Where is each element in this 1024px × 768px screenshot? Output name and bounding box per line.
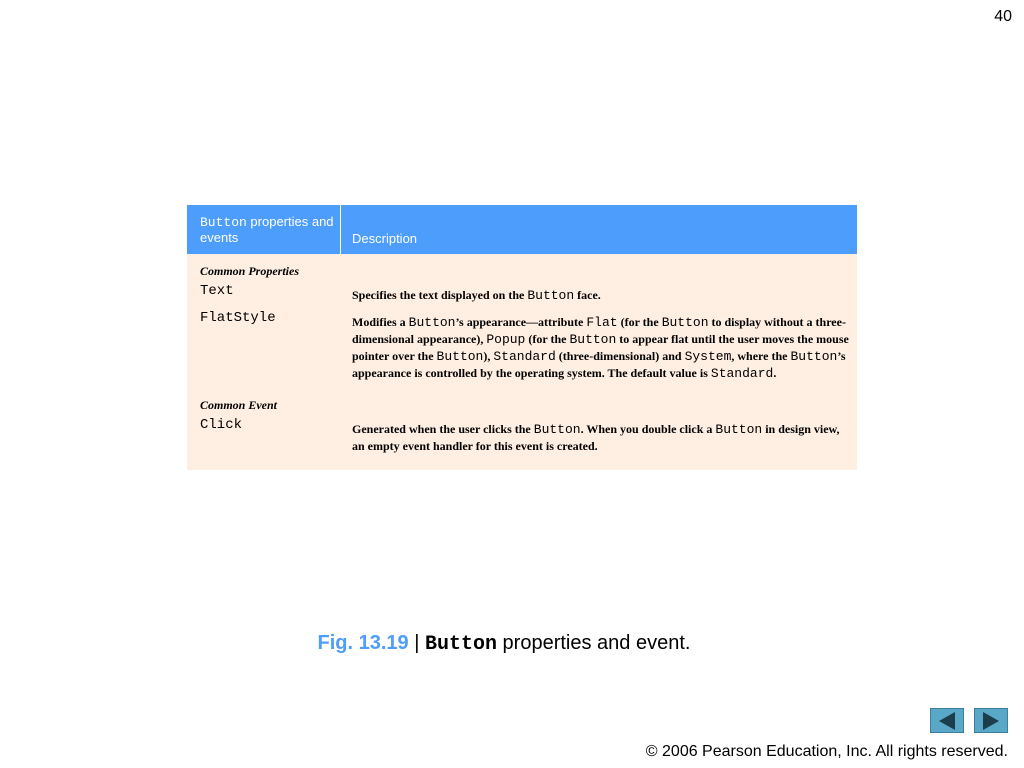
properties-table <box>187 205 857 470</box>
property-name: FlatStyle <box>200 310 276 326</box>
previous-slide-button[interactable] <box>930 708 964 733</box>
code-keyword: Button <box>569 332 617 347</box>
description-text: to appear flat until the user moves the mouse pointer over the <box>352 332 849 363</box>
description-text: Specifies the text displayed on the <box>352 288 528 302</box>
description-text: . When you double click a <box>580 422 716 436</box>
property-name: Text <box>200 283 234 299</box>
caption-code: Button <box>424 633 497 656</box>
header-code: Button <box>200 215 247 230</box>
description-text: Modifies a <box>352 315 409 329</box>
code-keyword: Flat <box>586 315 618 330</box>
header-text: properties and events <box>200 214 334 245</box>
description-text: , where the <box>731 349 791 363</box>
description-text: (for the <box>617 315 662 329</box>
description-text: . <box>773 366 777 380</box>
description-text: ), <box>483 349 494 363</box>
code-keyword: Button <box>790 349 838 364</box>
code-keyword: System <box>684 349 732 364</box>
code-keyword: Popup <box>486 332 526 347</box>
property-description <box>341 283 857 304</box>
code-keyword: Button <box>436 349 484 364</box>
header-col-properties <box>187 205 341 254</box>
description-text: ’s appearance—attribute <box>455 315 587 329</box>
description-text: (for the <box>525 332 570 346</box>
caption-text: properties and event. <box>497 632 691 654</box>
section-title: Common Event <box>200 398 278 412</box>
code-keyword: Standard <box>710 366 774 381</box>
property-name: Click <box>200 417 243 433</box>
copyright-notice: © 2006 Pearson Education, Inc. All rights reserved. <box>645 743 1008 760</box>
slide-navigation <box>930 708 1008 733</box>
figure-label: Fig. 13.19 <box>317 632 409 654</box>
page-number: 40 <box>994 8 1012 25</box>
code-keyword: Button <box>533 422 581 437</box>
table-body <box>187 254 857 470</box>
code-keyword: Button <box>715 422 763 437</box>
description-text: ’s appearance is controlled by the operating system. The default value is <box>352 349 846 380</box>
code-keyword: Button <box>527 288 575 303</box>
caption-separator: | <box>408 632 425 654</box>
property-description <box>341 310 857 382</box>
description-text: Generated when the user clicks the <box>352 422 534 436</box>
description-text: face. <box>574 288 601 302</box>
triangle-left-icon <box>939 712 955 730</box>
property-description <box>341 417 857 454</box>
figure-caption <box>0 632 1008 656</box>
code-keyword: Button <box>661 315 709 330</box>
code-keyword: Standard <box>493 349 556 364</box>
code-keyword: Button <box>408 315 456 330</box>
section-title: Common Properties <box>200 264 300 278</box>
description-text: in design view, an empty event handler for this event is created. <box>352 422 840 453</box>
table-row <box>187 283 857 304</box>
table-row <box>187 417 857 454</box>
table-row <box>187 310 857 382</box>
header-col-description: Description <box>352 231 418 246</box>
table-header <box>187 205 857 254</box>
description-text: (three-dimensional) and <box>555 349 685 363</box>
next-slide-button[interactable] <box>974 708 1008 733</box>
triangle-right-icon <box>983 712 999 730</box>
description-text: to display without a three-dimensional appearance), <box>352 315 846 346</box>
